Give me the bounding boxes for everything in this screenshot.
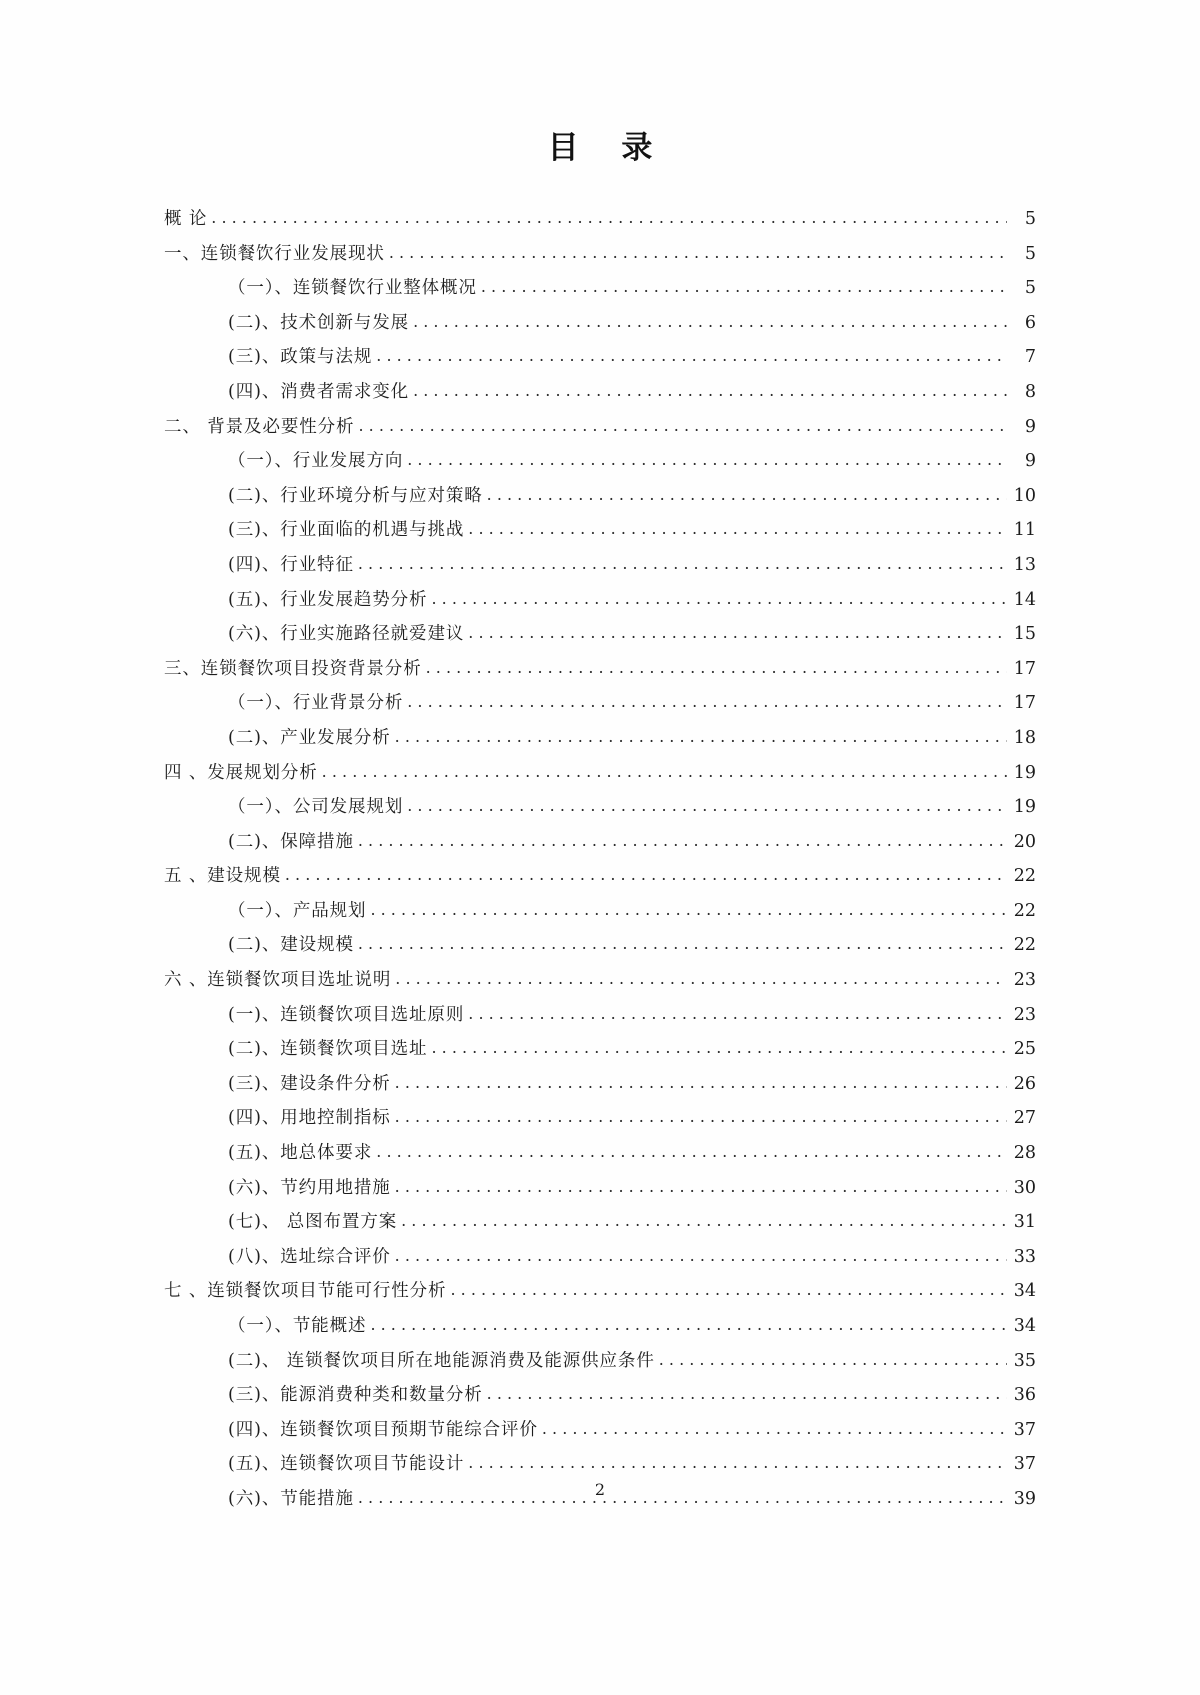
toc-leader-dots: [426, 668, 1007, 686]
toc-entry-label: (二)、产业发展分析: [228, 727, 391, 748]
toc-leader-dots: [481, 287, 1007, 305]
toc-entry-label: 概 论: [164, 209, 208, 229]
toc-leader-dots: [395, 979, 1007, 997]
toc-entry-label: (二)、 连锁餐饮项目所在地能源消费及能源供应条件: [228, 1350, 655, 1371]
toc-entry-label: (五)、连锁餐饮项目节能设计: [228, 1454, 465, 1475]
toc-leader-dots: [358, 564, 1007, 582]
toc-entry-page-number: 15: [1013, 624, 1036, 645]
toc-entry-page-number: 22: [1013, 900, 1036, 921]
toc-entry-page-number: 37: [1013, 1419, 1036, 1440]
toc-entry-label: (四)、用地控制指标: [228, 1108, 391, 1129]
toc-leader-dots: [358, 945, 1007, 963]
toc-leader-dots: [407, 806, 1007, 824]
toc-entry-page-number: 36: [1013, 1385, 1036, 1406]
toc-entry-page-number: 5: [1024, 278, 1036, 299]
toc-entry-page-number: 23: [1013, 970, 1036, 991]
toc-leader-dots: [370, 910, 1007, 928]
toc-entry[interactable]: [164, 548, 1036, 583]
toc-entry-page-number: 27: [1013, 1108, 1036, 1129]
toc-entry-label: (三)、政策与法规: [228, 347, 373, 368]
footer-page-number: 2: [594, 1480, 606, 1499]
toc-entry-label: (二)、技术创新与发展: [228, 312, 410, 333]
toc-entry-page-number: 13: [1013, 554, 1036, 575]
toc-leader-dots: [468, 529, 1007, 547]
toc-entry-label: (五)、行业发展趋势分析: [228, 589, 428, 610]
toc-leader-dots: [389, 253, 1007, 271]
toc-entry-label: （一）、连锁餐饮行业整体概况: [228, 278, 477, 299]
toc-entry-page-number: 19: [1013, 797, 1036, 818]
toc-entry-page-number: 20: [1013, 831, 1036, 852]
toc-entry-page-number: 10: [1013, 485, 1036, 506]
toc-leader-dots: [542, 1429, 1007, 1447]
toc-entry-label: (七)、 总图布置方案: [228, 1212, 398, 1233]
toc-entry[interactable]: [164, 1032, 1036, 1067]
toc-entry-label: (六)、行业实施路径就爱建议: [228, 624, 465, 645]
toc-leader-dots: [659, 1360, 1007, 1378]
toc-entry-label: （一）、产品规划: [228, 900, 367, 921]
toc-leader-dots: [395, 1118, 1007, 1136]
toc-entry[interactable]: [164, 756, 1036, 791]
toc-entry-page-number: 37: [1013, 1454, 1036, 1475]
toc-leader-dots: [468, 633, 1007, 651]
toc-entry[interactable]: [164, 410, 1036, 445]
toc-leader-dots: [376, 1152, 1007, 1170]
toc-leader-dots: [358, 426, 1007, 444]
toc-entry-label: 一、连锁餐饮行业发展现状: [164, 243, 385, 264]
toc-leader-dots: [211, 218, 1007, 236]
table-of-contents: [164, 202, 1036, 1517]
toc-entry[interactable]: [164, 1067, 1036, 1102]
toc-entry[interactable]: [164, 859, 1036, 894]
toc-entry[interactable]: [164, 1447, 1036, 1482]
toc-entry-label: (六)、节约用地措施: [228, 1177, 391, 1198]
toc-entry[interactable]: [164, 202, 1036, 237]
toc-entry-page-number: 22: [1013, 866, 1036, 887]
toc-leader-dots: [487, 1394, 1007, 1412]
toc-leader-dots: [395, 1256, 1007, 1274]
toc-leader-dots: [413, 322, 1007, 340]
toc-entry-page-number: 35: [1013, 1350, 1036, 1371]
toc-entry-page-number: 5: [1024, 209, 1036, 229]
toc-entry-label: (三)、行业面临的机遇与挑战: [228, 520, 465, 541]
toc-entry-label: (三)、能源消费种类和数量分析: [228, 1385, 483, 1406]
toc-entry[interactable]: [164, 479, 1036, 514]
page-title: 目 录: [547, 130, 669, 166]
toc-entry[interactable]: [164, 617, 1036, 652]
toc-entry-page-number: 11: [1013, 520, 1036, 541]
toc-entry-page-number: 25: [1013, 1039, 1036, 1060]
toc-entry-page-number: 28: [1013, 1143, 1036, 1164]
toc-entry[interactable]: [164, 686, 1036, 721]
toc-entry-label: （一）、节能概述: [228, 1316, 367, 1336]
toc-leader-dots: [407, 702, 1007, 720]
toc-entry-page-number: 8: [1024, 381, 1036, 402]
toc-leader-dots: [358, 841, 1007, 859]
toc-entry-label: 四 、发展规划分析: [164, 762, 318, 783]
toc-entry-label: 三、连锁餐饮项目投资背景分析: [164, 658, 422, 679]
toc-entry[interactable]: [164, 652, 1036, 687]
toc-entry-label: (二)、行业环境分析与应对策略: [228, 485, 483, 506]
toc-entry-label: 二、 背景及必要性分析: [164, 416, 355, 437]
toc-entry-page-number: 5: [1024, 243, 1036, 264]
toc-entry-label: （一）、行业发展方向: [228, 451, 404, 472]
toc-entry-page-number: 6: [1024, 312, 1036, 333]
toc-leader-dots: [376, 356, 1007, 374]
toc-entry-page-number: 23: [1013, 1004, 1036, 1025]
toc-entry-page-number: 34: [1013, 1281, 1036, 1302]
toc-entry-label: (三)、建设条件分析: [228, 1073, 391, 1094]
toc-leader-dots: [413, 391, 1007, 409]
toc-leader-dots: [285, 875, 1007, 893]
toc-leader-dots: [487, 495, 1007, 513]
toc-leader-dots: [468, 1463, 1007, 1481]
toc-entry-page-number: 14: [1013, 589, 1036, 610]
toc-entry-label: (四)、行业特征: [228, 554, 354, 575]
toc-entry-label: (五)、地总体要求: [228, 1143, 373, 1164]
toc-entry[interactable]: [164, 721, 1036, 756]
toc-entry[interactable]: [164, 1309, 1036, 1344]
toc-entry-label: 五 、建设规模: [164, 866, 281, 887]
toc-entry-page-number: 33: [1013, 1246, 1036, 1267]
toc-entry[interactable]: [164, 1240, 1036, 1275]
toc-entry-page-number: 17: [1013, 693, 1036, 714]
toc-entry[interactable]: [164, 444, 1036, 479]
toc-leader-dots: [431, 1048, 1007, 1066]
toc-entry-label: (二)、建设规模: [228, 935, 354, 956]
toc-entry-label: (六)、节能措施: [228, 1488, 354, 1509]
toc-leader-dots: [450, 1291, 1007, 1309]
toc-leader-dots: [468, 1014, 1007, 1032]
toc-entry[interactable]: [164, 306, 1036, 341]
toc-entry[interactable]: [164, 963, 1036, 998]
toc-entry-page-number: 7: [1024, 347, 1036, 368]
toc-leader-dots: [431, 599, 1007, 617]
toc-entry-label: (二)、保障措施: [228, 831, 354, 852]
toc-entry-label: 六 、连锁餐饮项目选址说明: [164, 970, 392, 991]
toc-leader-dots: [370, 1325, 1007, 1343]
toc-entry[interactable]: [164, 513, 1036, 548]
toc-entry-page-number: 22: [1013, 935, 1036, 956]
toc-entry-label: (八)、选址综合评价: [228, 1246, 391, 1267]
toc-leader-dots: [322, 772, 1007, 790]
toc-leader-dots: [401, 1221, 1007, 1239]
toc-entry[interactable]: [164, 1101, 1036, 1136]
toc-entry[interactable]: [164, 583, 1036, 618]
toc-entry[interactable]: [164, 894, 1036, 929]
toc-entry-page-number: 18: [1013, 727, 1036, 748]
toc-leader-dots: [358, 1498, 1007, 1516]
toc-entry[interactable]: [164, 1171, 1036, 1206]
toc-entry[interactable]: [164, 790, 1036, 825]
toc-entry-page-number: 19: [1013, 762, 1036, 783]
toc-leader-dots: [395, 1083, 1007, 1101]
toc-leader-dots: [395, 737, 1007, 755]
toc-entry-page-number: 17: [1013, 658, 1036, 679]
toc-entry-page-number: 9: [1024, 416, 1036, 437]
toc-entry[interactable]: [164, 1136, 1036, 1171]
toc-entry[interactable]: [164, 1205, 1036, 1240]
toc-leader-dots: [395, 1187, 1007, 1205]
toc-entry[interactable]: [164, 1413, 1036, 1448]
toc-entry-page-number: 39: [1013, 1488, 1036, 1509]
toc-entry-page-number: 26: [1013, 1073, 1036, 1094]
toc-entry-label: (四)、消费者需求变化: [228, 381, 410, 402]
toc-entry[interactable]: [164, 271, 1036, 306]
toc-entry-page-number: 9: [1024, 451, 1036, 472]
toc-entry-label: (一)、连锁餐饮项目选址原则: [228, 1004, 465, 1025]
toc-entry-label: (四)、连锁餐饮项目预期节能综合评价: [228, 1419, 538, 1440]
toc-entry[interactable]: [164, 1274, 1036, 1309]
toc-entry-label: 七 、连锁餐饮项目节能可行性分析: [164, 1281, 447, 1302]
toc-entry-label: (二)、连锁餐饮项目选址: [228, 1039, 428, 1060]
toc-entry[interactable]: [164, 825, 1036, 860]
toc-entry[interactable]: [164, 1344, 1036, 1379]
toc-entry[interactable]: [164, 375, 1036, 410]
toc-entry-page-number: 30: [1013, 1177, 1036, 1198]
toc-entry-label: （一）、公司发展规划: [228, 797, 404, 818]
toc-entry[interactable]: [164, 998, 1036, 1033]
toc-leader-dots: [407, 460, 1007, 478]
toc-entry-page-number: 34: [1013, 1316, 1036, 1336]
toc-entry[interactable]: [164, 928, 1036, 963]
toc-entry-label: （一）、行业背景分析: [228, 693, 404, 714]
toc-entry[interactable]: [164, 340, 1036, 375]
toc-entry[interactable]: [164, 1378, 1036, 1413]
toc-entry[interactable]: [164, 237, 1036, 272]
toc-entry-page-number: 31: [1013, 1212, 1036, 1233]
